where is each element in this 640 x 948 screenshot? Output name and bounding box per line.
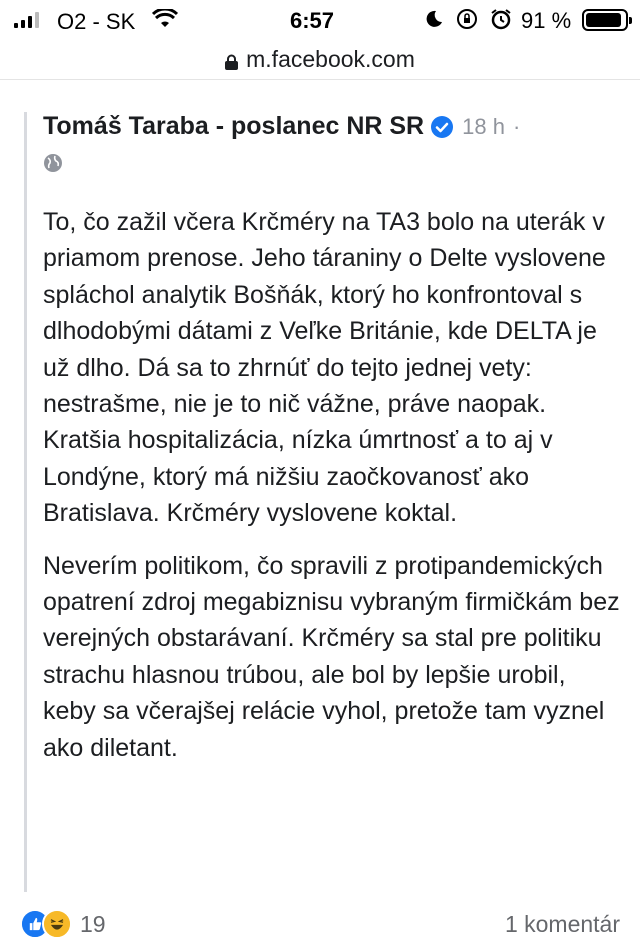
orientation-lock-icon: [456, 8, 478, 30]
battery-icon: [582, 9, 628, 31]
post-time[interactable]: 18 h: [462, 113, 505, 139]
moon-icon: [424, 9, 444, 29]
wifi-icon: [152, 9, 178, 29]
alarm-icon: [490, 8, 512, 30]
post: [24, 112, 624, 892]
post-paragraph: Neverím politikom, čo spravili z protipandemických opatrení zdroj megabiznisu vybraným firmičkám bez verejných obstarávaní. Krčméry sa stal pre politiku strachu hlasnou trúbou, ale bol by lepšie urobil, keby sa včerajšej relácie vyhol, pretože tam vyznel ako diletant.: [43, 551, 620, 762]
lock-icon: [225, 54, 238, 70]
haha-reaction-icon: [42, 909, 72, 939]
verified-badge-icon: [430, 115, 454, 139]
url-bar[interactable]: [0, 40, 640, 80]
cellular-signal-icon: [14, 12, 39, 28]
status-bar: [0, 0, 640, 40]
post-body: [43, 204, 624, 766]
url-text[interactable]: m.facebook.com: [246, 46, 415, 72]
carrier-name: O2 - SK: [57, 9, 136, 34]
separator-dot: ·: [512, 113, 521, 139]
post-header: [43, 112, 624, 141]
battery-percent: 91 %: [521, 8, 572, 33]
reactions-summary[interactable]: [20, 909, 106, 939]
post-paragraph: To, čo zažil včera Krčméry na TA3 bolo na uterák v priamom prenose. Jeho táraniny o Delte vyslovene spláchol analytik Bošňák, ktorý ho konfrontoval s dlhodobými dátami z Veľke Británie, kde DELTA je už dlho. Dá sa to zhrnúť do tejto jednej vety: nestrašme, nie je to nič vážne, práve naopak. Kratšia hospitalizácia, nízka úmrtnosť a to aj v Londýne, ktorý má nižšiu zaočkovanosť ako Bratislava. Krčméry vyslovene koktal.: [43, 208, 606, 528]
comment-count-link[interactable]: 1 komentár: [504, 910, 620, 937]
author-name[interactable]: Tomáš Taraba - poslanec NR SR: [43, 112, 425, 140]
post-footer: [20, 906, 620, 942]
clock: 6:57: [290, 8, 335, 33]
reaction-count: 19: [80, 910, 106, 937]
globe-icon: [43, 153, 63, 173]
